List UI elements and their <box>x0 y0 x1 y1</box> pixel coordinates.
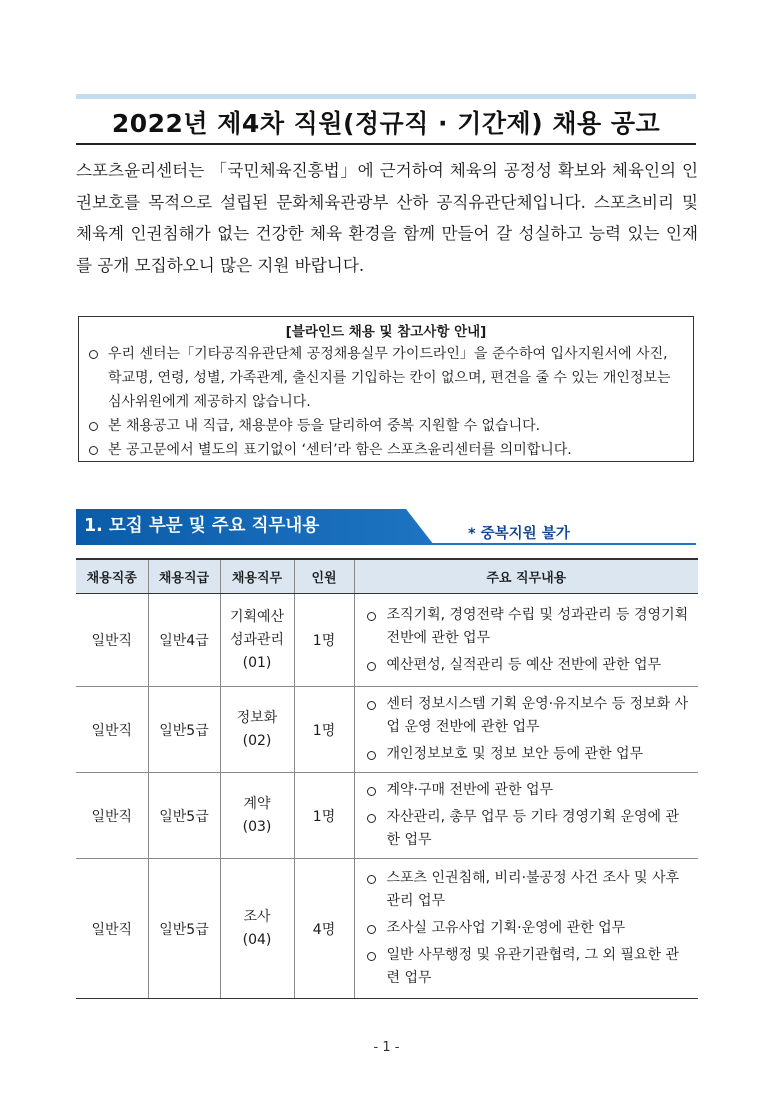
notice-item: 본 채용공고 내 직급, 채용분야 등을 달리하여 중복 지원할 수 없습니다. <box>87 414 685 438</box>
header-job-grade: 채용직급 <box>148 559 220 594</box>
notice-item: 우리 센터는「기타공직유관단체 공정채용실무 가이드라인」을 준수하여 입사지원서에 사진, 학교명, 연령, 성별, 가족관계, 출신지를 기입하는 칸이 없으며, 편견을 줄 수 있는 개인정보는 심사위원에게 제공하지 않습니다. <box>87 342 685 414</box>
cell-duties <box>354 859 698 999</box>
role-line: 정보화 <box>236 709 278 726</box>
cell-job-type: 일반직 <box>76 859 148 999</box>
section-title: 1. 모집 부문 및 주요 직무내용 <box>84 516 320 536</box>
cell-headcount: 1명 <box>294 594 354 687</box>
duty-item: 계약·구매 전반에 관한 업무 <box>365 779 693 802</box>
table-header-row <box>76 559 698 594</box>
duty-item: 센터 정보시스템 기획 운영·유지보수 등 정보화 사업 운영 전반에 관한 업무 <box>365 693 693 739</box>
cell-job-grade: 일반4급 <box>148 594 220 687</box>
cell-job-grade: 일반5급 <box>148 859 220 999</box>
cell-headcount: 4명 <box>294 859 354 999</box>
table-row <box>76 773 698 859</box>
cell-duties <box>354 773 698 859</box>
role-line: 성과관리 <box>229 631 285 648</box>
notice-title: [블라인드 채용 및 참고사항 안내] <box>285 324 487 340</box>
table-row <box>76 687 698 773</box>
page-number: - 1 - <box>373 1040 400 1055</box>
cell-duties <box>354 594 698 687</box>
cell-headcount: 1명 <box>294 687 354 773</box>
role-line: 조사 <box>243 908 271 925</box>
cell-job-role <box>220 687 294 773</box>
table-row <box>76 594 698 687</box>
blind-hiring-notice-box <box>78 316 694 462</box>
header-duties: 주요 직무내용 <box>354 559 698 594</box>
role-code: (01) <box>242 654 272 671</box>
table-row <box>76 859 698 999</box>
cell-job-grade: 일반5급 <box>148 687 220 773</box>
duplicate-application-note: * 중복지원 불가 <box>468 526 570 542</box>
cell-job-role <box>220 594 294 687</box>
notice-item: 본 공고문에서 별도의 표기없이 ‘센터’라 함은 스포츠윤리센터를 의미합니다. <box>87 438 685 462</box>
header-headcount: 인원 <box>294 559 354 594</box>
section-header-line <box>410 543 696 545</box>
duty-item: 자산관리, 총무 업무 등 기타 경영기획 운영에 관한 업무 <box>365 806 693 852</box>
role-line: 계약 <box>243 795 271 812</box>
cell-job-role <box>220 859 294 999</box>
role-code: (03) <box>242 818 272 835</box>
top-accent-rule <box>76 94 696 99</box>
header-job-type: 채용직종 <box>76 559 148 594</box>
cell-job-role <box>220 773 294 859</box>
header-job-role: 채용직무 <box>220 559 294 594</box>
role-code: (04) <box>242 931 272 948</box>
duty-item: 예산편성, 실적관리 등 예산 전반에 관한 업무 <box>365 654 693 677</box>
cell-job-type: 일반직 <box>76 594 148 687</box>
cell-job-type: 일반직 <box>76 687 148 773</box>
page-title: 2022년 제4차 직원(정규직 · 기간제) 채용 공고 <box>111 109 661 138</box>
role-code: (02) <box>242 732 272 749</box>
role-line: 기획예산 <box>229 608 285 625</box>
duty-item: 개인정보보호 및 정보 보안 등에 관한 업무 <box>365 743 693 766</box>
cell-job-type: 일반직 <box>76 773 148 859</box>
duty-item: 일반 사무행정 및 유관기관협력, 그 외 필요한 관련 업무 <box>365 944 693 990</box>
recruitment-table <box>76 558 698 999</box>
notice-list <box>79 342 693 462</box>
duty-item: 조직기획, 경영전략 수립 및 성과관리 등 경영기획 전반에 관한 업무 <box>365 604 693 650</box>
intro-paragraph: 스포츠윤리센터는 「국민체육진흥법」에 근거하여 체육의 공정성 확보와 체육인의 인권보호를 목적으로 설립된 문화체육관광부 산하 공직유관단체입니다. 스포츠비리 및 체육계 인권침해가 없는 건강한 체육 환경을 함께 만들어 갈 성실하고 능력 있는 인재를 공개 모집하오니 많은 지원 바랍니다. <box>76 161 698 275</box>
duty-item: 조사실 고유사업 기획·운영에 관한 업무 <box>365 917 693 940</box>
title-underline <box>76 143 696 145</box>
cell-duties <box>354 687 698 773</box>
duty-item: 스포츠 인권침해, 비리·불공정 사건 조사 및 사후관리 업무 <box>365 867 693 913</box>
cell-headcount: 1명 <box>294 773 354 859</box>
cell-job-grade: 일반5급 <box>148 773 220 859</box>
